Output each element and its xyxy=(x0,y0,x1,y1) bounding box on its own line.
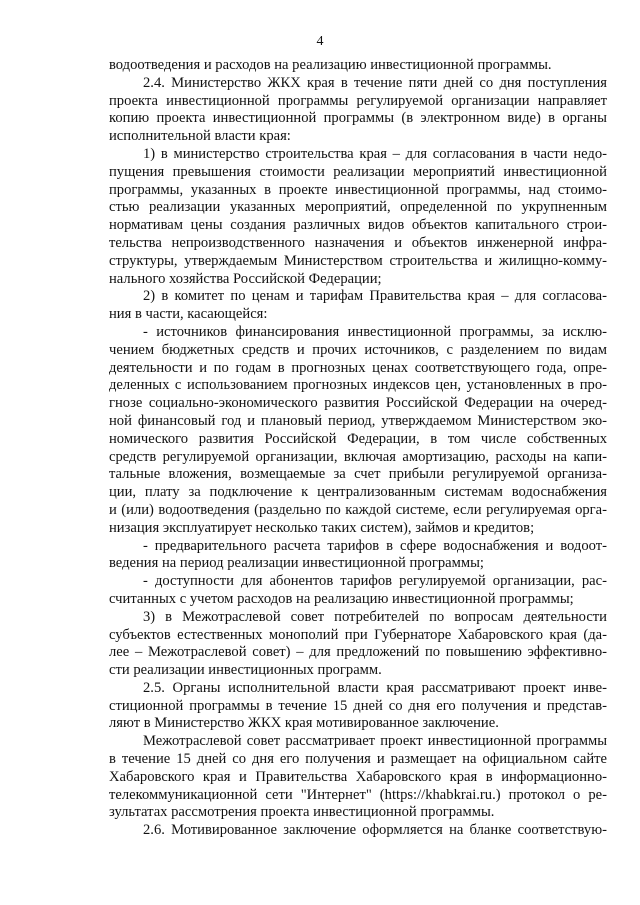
text-line: и (или) водоотведения (раздельно по каждой системе, если регулируемая орга- xyxy=(109,501,607,518)
text-line: проекта инвестиционной программы регулируемой организации направляет xyxy=(109,92,607,109)
text-line: считанных с учетом расходов на реализацию инвестиционной программы; xyxy=(109,590,574,607)
text-line: ции, плату за подключение к централизованным системам водоснабжения xyxy=(109,484,607,501)
text-line: 2) в комитет по ценам и тарифам Правительства края – для согласова- xyxy=(143,288,607,305)
text-line: стиционной программы в течение 15 дней со дня его получения и представ- xyxy=(109,697,607,714)
text-line: ной финансовый год и плановый период, утверждаемом Министерством эко- xyxy=(109,412,607,429)
document-body xyxy=(109,57,607,840)
text-line: деленных с использованием прогнозных индексов цен, установленных в про- xyxy=(109,377,607,394)
text-line: сти реализации инвестиционных программ. xyxy=(109,662,382,679)
text-line: ляют в Министерство ЖКХ края мотивированное заключение. xyxy=(109,715,499,732)
text-line: средств регулируемой организации, включая амортизацию, расходы на капи- xyxy=(109,448,607,465)
text-line: - доступности для абонентов тарифов регулируемой организации, рас- xyxy=(143,573,607,590)
text-line: телекоммуникационной сети "Интернет" (https://khabkrai.ru.) протокол о ре- xyxy=(109,786,607,803)
page-number: 4 xyxy=(316,34,324,49)
text-line: ния в части, касающейся: xyxy=(109,306,268,323)
text-line: 1) в министерство строительства края – для согласования в части недо- xyxy=(143,145,607,162)
text-line: - предварительного расчета тарифов в сфере водоснабжения и водоот- xyxy=(143,537,607,554)
text-line: исполнительной власти края: xyxy=(109,128,291,145)
text-line: деятельности и по годам в прогнозных ценах соответствующего года, опре- xyxy=(109,359,607,376)
text-line: субъектов естественных монополий при Губернаторе Хабаровского края (да- xyxy=(109,626,607,643)
text-line: номического развития Российской Федерации, в том числе собственных xyxy=(109,430,607,447)
text-line: структуры, утверждаемым Министерством строительства и жилищно-комму- xyxy=(109,252,607,269)
text-line: 2.5. Органы исполнительной власти края рассматривают проект инве- xyxy=(143,679,607,696)
text-line: водоотведения и расходов на реализацию инвестиционной программы. xyxy=(109,57,552,73)
text-line: зультатах рассмотрения проекта инвестиционной программы. xyxy=(109,804,495,821)
text-line: Межотраслевой совет рассматривает проект инвестиционной программы xyxy=(143,733,607,750)
text-line: ведения на период реализации инвестиционной программы; xyxy=(109,555,484,572)
text-line: тельства непроизводственного назначения и объектов инженерной инфра- xyxy=(109,234,607,251)
text-line: нального хозяйства Российской Федерации; xyxy=(109,270,382,287)
text-line: в течение 15 дней со дня его получения и размещает на официальном сайте xyxy=(109,751,607,768)
text-line: тальные вложения, возмещаемые за счет прибыли регулируемой организа- xyxy=(109,466,607,483)
text-line: 3) в Межотраслевой совет потребителей по вопросам деятельности xyxy=(143,608,607,625)
text-line: копию проекта инвестиционной программы (в электронном виде) в органы xyxy=(109,110,607,127)
text-line: пущения превышения стоимости реализации мероприятий инвестиционной xyxy=(109,163,607,180)
text-line: - источников финансирования инвестиционной программы, за исклю- xyxy=(143,323,607,340)
text-line: Хабаровского края и Правительства Хабаровского края в информационно- xyxy=(109,768,607,785)
text-line: 2.4. Министерство ЖКХ края в течение пяти дней со дня поступления xyxy=(143,74,607,91)
text-line: стью реализации указанных мероприятий, определенной по укрупненным xyxy=(109,199,607,216)
text-line: чением бюджетных средств и прочих источников, с разделением по видам xyxy=(109,341,607,358)
text-line: нормативам цены создания различных видов объектов капитального строи- xyxy=(109,217,607,234)
text-line: программы, указанных в проекте инвестиционной программы, над стоимо- xyxy=(109,181,607,198)
text-line: низация эксплуатирует несколько таких систем), займов и кредитов; xyxy=(109,519,535,536)
text-line: 2.6. Мотивированное заключение оформляется на бланке соответствую- xyxy=(143,822,607,839)
text-line: гнозе социально-экономического развития Российской Федерации на очеред- xyxy=(109,395,607,412)
text-line: лее – Межотраслевой совет) – для предложений по повышению эффективно- xyxy=(109,644,607,661)
